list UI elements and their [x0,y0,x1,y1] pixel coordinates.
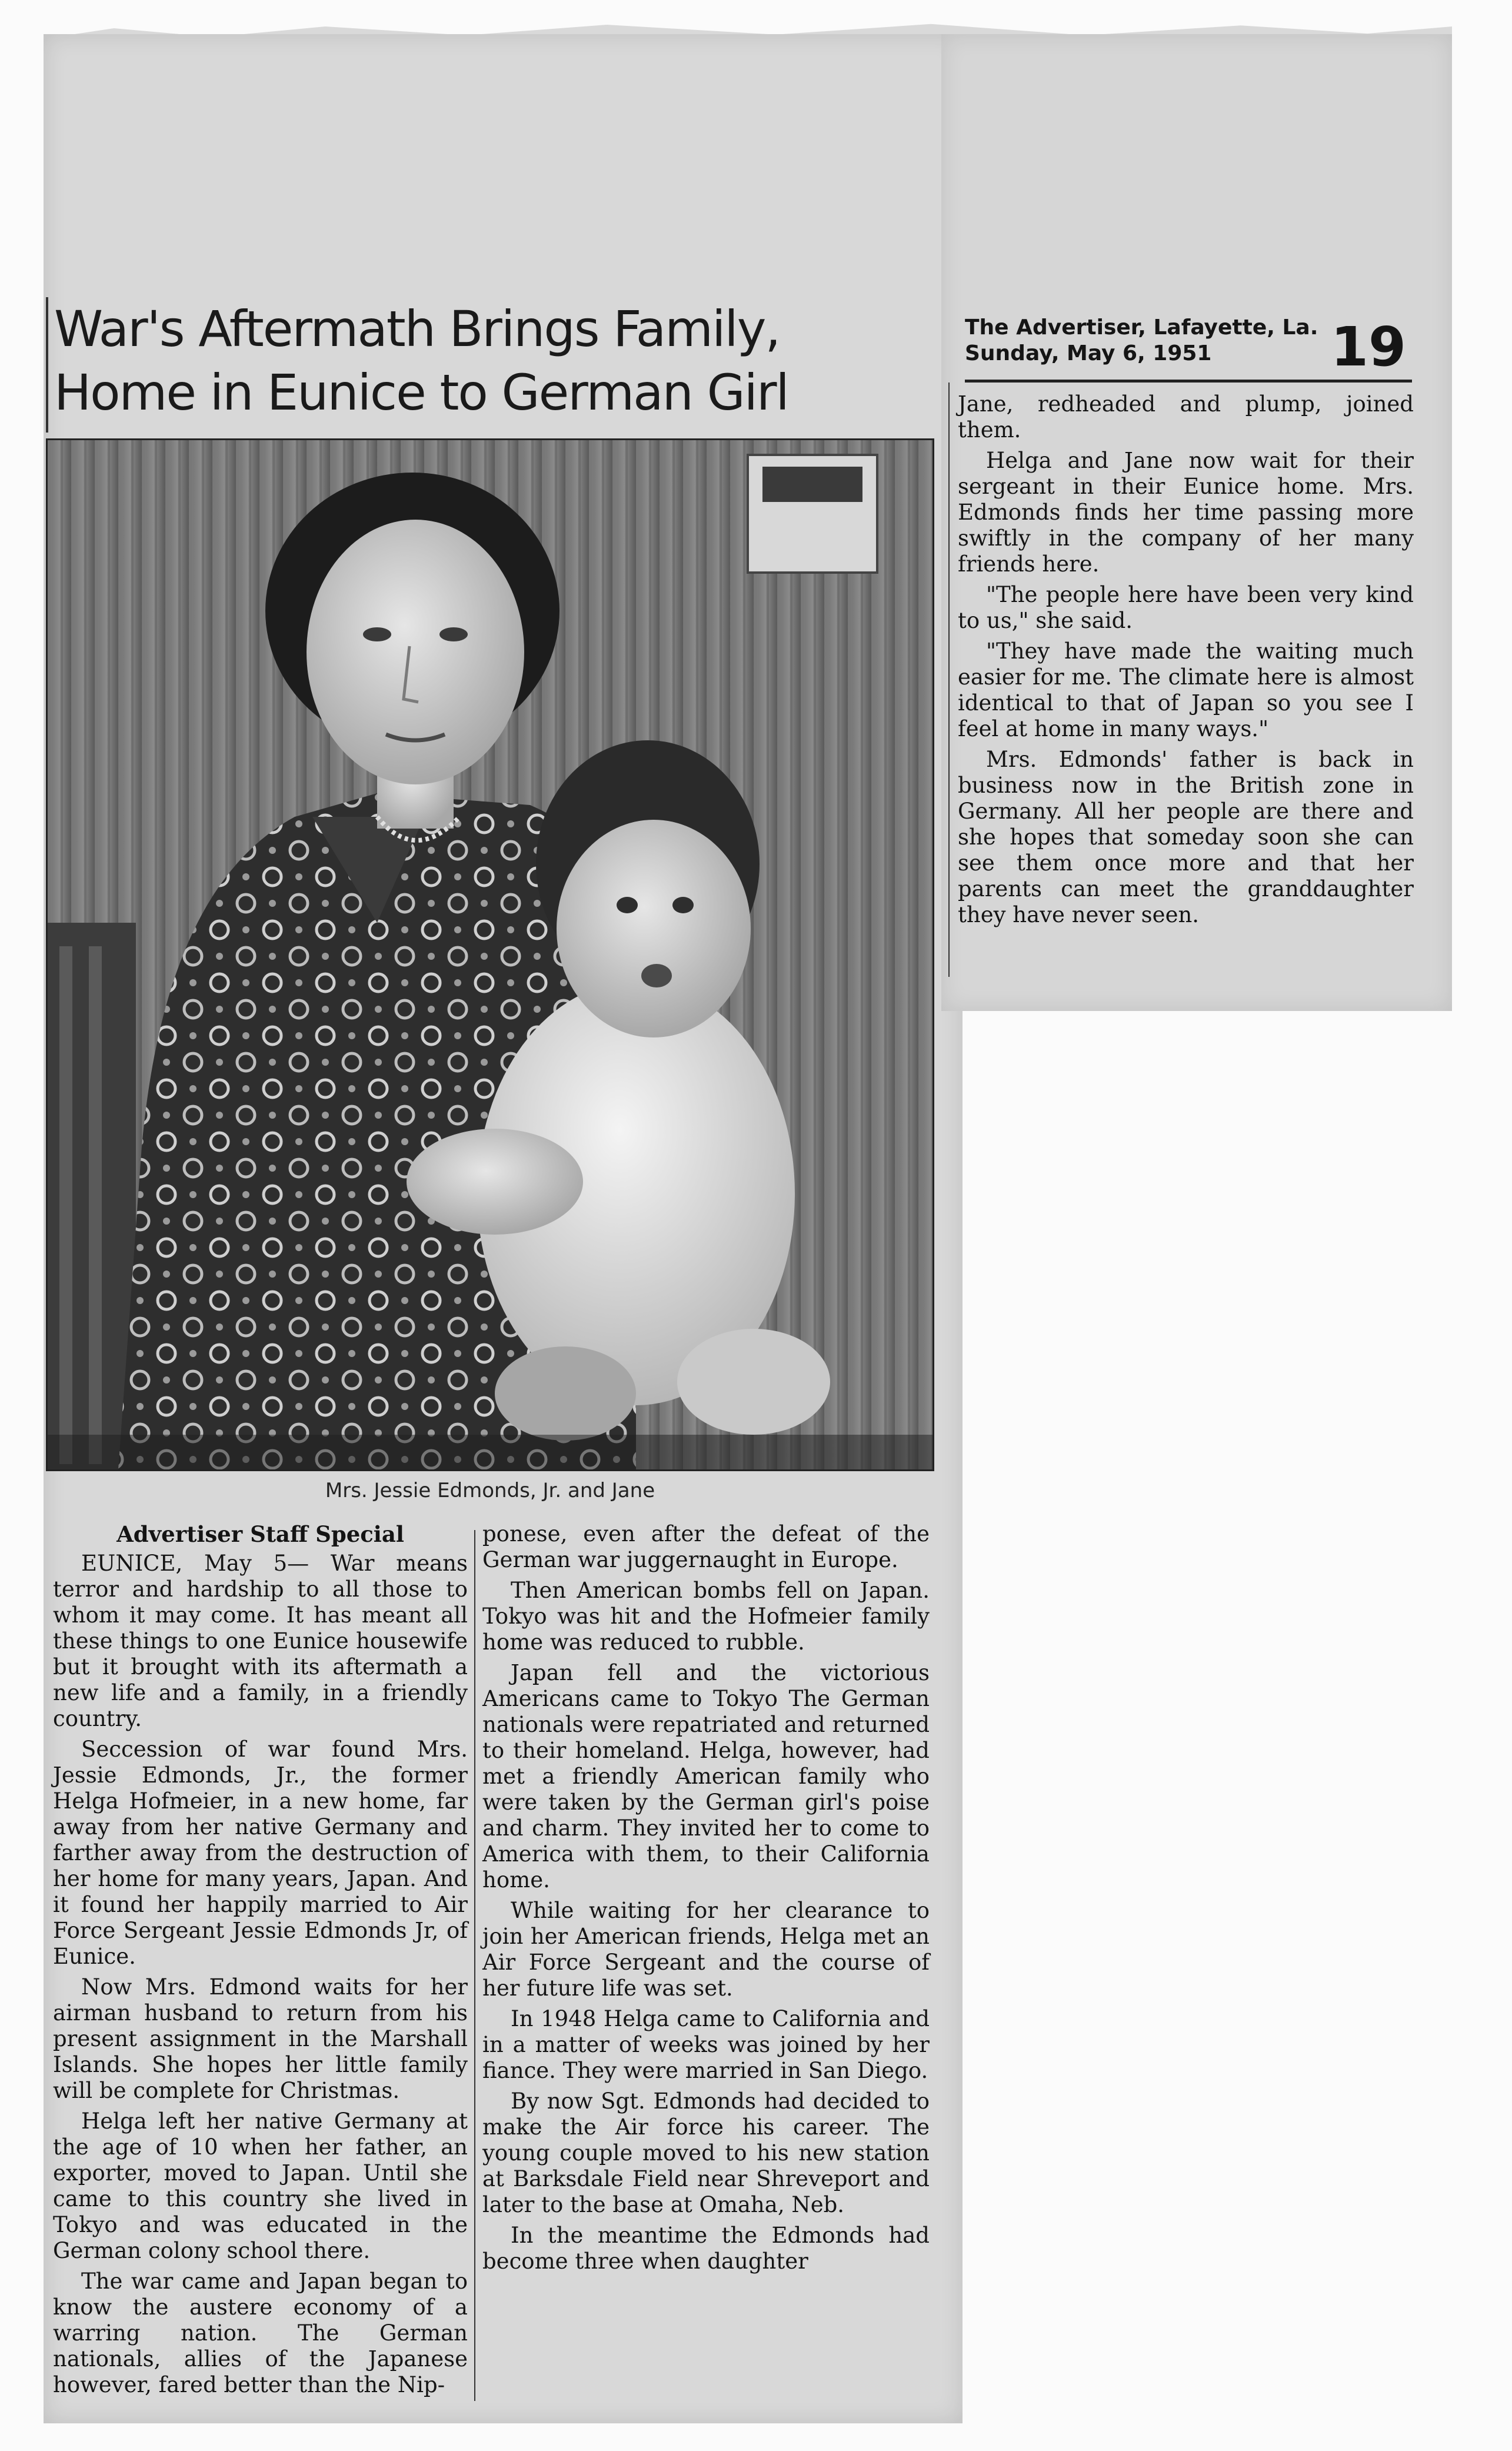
photo-mother-and-daughter [46,438,934,1471]
paragraph: By now Sgt. Edmonds had decided to make the Air force his career. The young couple moved to his new station at Barksdale Field near Shreveport and later to the base at Omaha, Neb. [482,2088,930,2217]
paragraph: "The people here have been very kind to us," she said. [958,582,1414,633]
paragraph: Japan fell and the victorious Americans came to Tokyo The German nationals were repatriated and returned to their homeland. Helga, however, had met a friendly American family who were taken by the German girl's poise and charm. They invited her to come to America with them, to their California home. [482,1660,930,1893]
paragraph: Seccession of war found Mrs. Jessie Edmonds, Jr., the former Helga Hofmeier, in a new home, far away from her native Germany and farther away from the destruction of her home for many years, Japan. And it found her happily married to Air Force Sergeant Jessie Edmonds Jr, of Eunice. [53,1737,468,1969]
masthead [965,315,1412,383]
article-column-2 [482,1521,930,2279]
paragraph: "They have made the waiting much easier for me. The climate here is almost identical to that of Japan so you see I feel at home in many ways." [958,638,1414,741]
column-divider [474,1530,475,2401]
paragraph: In 1948 Helga came to California and in a matter of weeks was joined by her fiance. They were married in San Diego. [482,2006,930,2083]
paragraph: Helga and Jane now wait for their sergeant in their Eunice home. Mrs. Edmonds finds her time passing more swiftly in the company of her many friends here. [958,448,1414,577]
article-column-3 [958,391,1414,933]
paragraph: While waiting for her clearance to join her American friends, Helga met an Air Force Sergeant and the course of her future life was set. [482,1898,930,2001]
paragraph: Jane, redheaded and plump, joined them. [958,391,1414,443]
byline: Advertiser Staff Special [116,1521,404,1547]
paragraph: EUNICE, May 5— War means terror and hardship to all those to whom it may come. It has meant all these things to one Eunice housewife but it brought with its aftermath a new life and a family, in a friendly country. [53,1551,468,1731]
photo-illustration [48,440,932,1469]
headline [46,297,946,433]
paragraph: Then American bombs fell on Japan. Tokyo was hit and the Hofmeier family home was reduced to rubble. [482,1578,930,1655]
paragraph: Mrs. Edmonds' father is back in business now in the British zone in Germany. All her people are there and she hopes that someday soon she can see them once more and that her parents can meet the granddaughter they have never seen. [958,747,1414,927]
headline-line-2: Home in Eunice to German Girl [54,364,788,421]
article-column-1 [53,1521,468,2403]
paragraph: Helga left her native Germany at the age of 10 when her father, an exporter, moved to Japan. Until she came to this country she lived in Tokyo and was educated in the German colony school there. [53,2109,468,2263]
paragraph: Now Mrs. Edmond waits for her airman husband to return from his present assignment in the Marshall Islands. She hopes her little family will be complete for Christmas. [53,1974,468,2103]
photo-caption: Mrs. Jessie Edmonds, Jr. and Jane [325,1479,655,1502]
masthead-paper-name: The Advertiser, Lafayette, La. [965,315,1318,340]
page-number: 19 [1330,315,1406,378]
column-divider-right [948,383,950,977]
paragraph: ponese, even after the defeat of the German war juggernaught in Europe. [482,1521,930,1572]
masthead-date: Sunday, May 6, 1951 [965,341,1212,365]
paragraph: The war came and Japan began to know the austere economy of a warring nation. The German nationals, allies of the Japanese however, fared better than the Nip- [53,2269,468,2397]
headline-line-1: War's Aftermath Brings Family, [54,300,780,358]
paragraph: In the meantime the Edmonds had become three when daughter [482,2223,930,2274]
